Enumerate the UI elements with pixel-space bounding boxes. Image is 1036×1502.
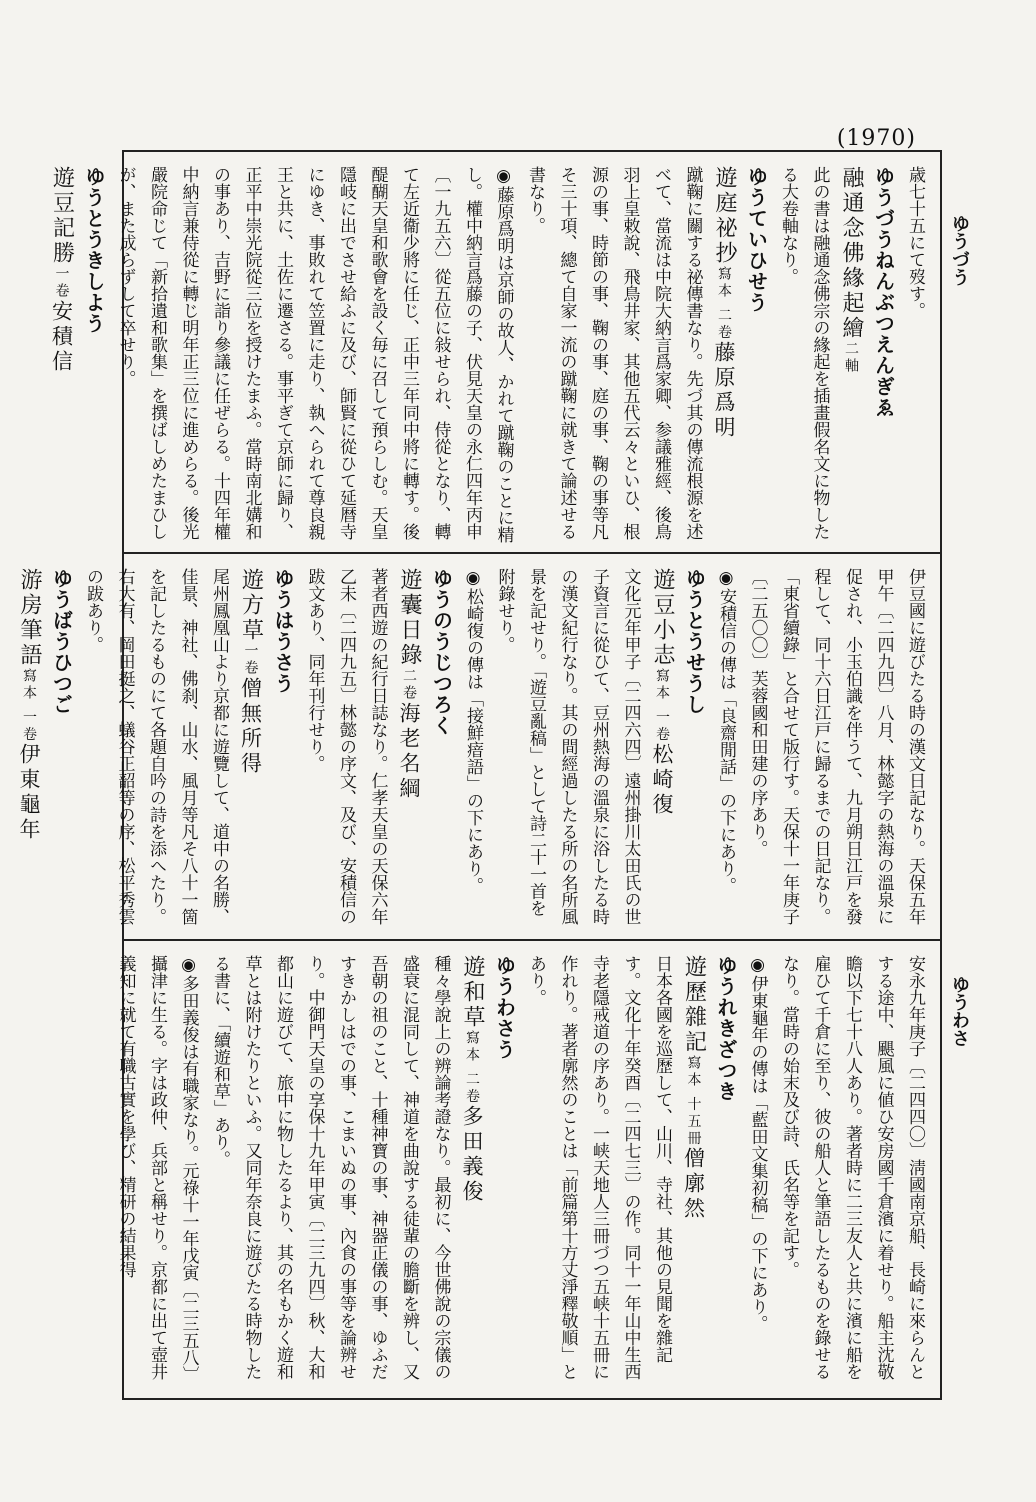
entry-title-line — [708, 166, 741, 546]
entry-volumes: 寫本 十五冊 — [685, 1055, 702, 1148]
entry-title-line — [393, 568, 426, 933]
entry-author: 海老名綱 — [397, 702, 421, 802]
entry-title: 遊歷雜記 — [681, 955, 707, 1055]
middle-column — [17, 568, 930, 933]
entry-volumes: 寫本 一卷 — [21, 668, 37, 744]
entry-body: 種々學說上の辨論考證なり。最初に、今世佛說の宗儀の盛衰に混同して、神道を曲說する徒輩の膽斷を辨し、又吾朝の祖のこと、十種神寶の事、神器正儀の事、ゆふだすきかしはでの事、こまいぬの事、內食の事等を論辨せり。中御門天皇の享保十九年甲寅〔二三九四〕秋、大和都山に遊びて、旅中に物したるより、其の名もかく遊和草とは附けたりといふ。又同年奈良に遊びたる時物したる書に、「續遊和草」あり。 — [210, 955, 451, 1380]
entry-title-line — [234, 568, 267, 933]
entry-body: 日本各國を巡歷して、山川、寺社、其他の見聞を雜記す。文化十年癸酉〔二四七三〕の作。同十一年山中生西寺老隱戒道の序あり。一峡天地人三冊づつ五峡十五冊に作れり。著者廓然のことは「前篇第十方丈淨釋敬順」とあり。 — [526, 955, 672, 1380]
entry-title: 游房筆語 — [17, 568, 42, 668]
entry-body: 安永九年庚子〔二四四〇〕淸國南京船、長崎に來らんとする途中、颶風に値ひ安房國千倉濱に着せり。船主沈敬瞻以下七十八人あり。著者時に二三友人と共に濱に船を雇ひて千倉に至り、彼の船人と筆語したるものを錄せるなり。當時の始末及び詩、氏名等を記す。 — [779, 955, 925, 1380]
entry-author: 藤原爲明 — [712, 341, 736, 442]
entry-reading: ゆうていひせう — [744, 166, 769, 313]
entry-body: 文化元年甲子〔二四六四〕遠州掛川太田氏の世子資言に從ひて、豆州熱海の溫泉に浴したる時の漢文紀行なり。其の間經過したる所の名所風景を記せり。「遊豆亂稿」として詩二十一首を附錄せり。 — [494, 568, 641, 925]
entry-author: 僧無所得 — [238, 677, 263, 777]
entry-reading: ゆうれきざつき — [714, 955, 738, 1102]
entry-body: 著者西遊の紀行日誌なり。仁孝天皇の天保六年乙未〔二四九五〕林懿の序文、及び、安積信の跋文あり、同年刊行せり。 — [304, 568, 388, 925]
entry-title: 遊囊日錄 — [397, 568, 422, 668]
entry-volumes: 寫本 二卷 — [464, 1030, 480, 1106]
entry-title: 遊和草 — [460, 955, 485, 1030]
upper-tier — [49, 152, 940, 552]
side-tab-index: ゆうわさ — [949, 975, 970, 1047]
entry-reading: ゆうづうねんぶつえんぎゑ — [871, 166, 896, 418]
entry-body: ◉伊東龜年の傳は「藍田文集初稿」の下にあり。 — [747, 955, 768, 1332]
entry-title-line — [677, 955, 710, 1392]
entry-volumes: 寫本 一卷 — [654, 668, 670, 744]
entry-volumes: 寫本 二卷 — [716, 266, 732, 342]
entry-author: 僧廓然 — [681, 1147, 706, 1223]
entry-body: 蹴鞠に關する祕傳書なり。先づ其の傳流根源を述べて、當流は中院大納言爲家卿、参議雅經、後鳥羽上皇敕說、飛鳥井家、其他五代云々といひ、根源の事、時節の事、鞠の事、庭の事、鞠の事等凡そ三十項、總て自家一流の蹴鞠に就きて論述せる書なり。 — [525, 166, 703, 540]
entry-title-line — [835, 166, 868, 546]
entry-reading: ゆうのうじつろく — [429, 568, 454, 736]
entry-author: 安積信 — [49, 300, 74, 375]
entry-title: 融通念佛緣起繪 — [839, 166, 864, 341]
entry-reading: ゆうわさう — [492, 955, 517, 1060]
entry-body: 歳七十五にて歿す。 — [905, 166, 925, 319]
upper-column — [49, 166, 930, 546]
entry-author: 伊東龜年 — [17, 743, 41, 844]
entry-title-line — [13, 568, 46, 933]
entry-title: 遊豆記勝 — [49, 166, 75, 266]
entry-reading: ゆうばうひつご — [49, 568, 74, 715]
entry-author: 松崎復 — [650, 743, 674, 819]
entry-title: 遊庭祕抄 — [712, 166, 737, 266]
lower-column — [115, 955, 930, 1392]
entry-body: 此の書は融通念佛宗の緣起を插畫假名文に物したる大卷軸なり。 — [778, 166, 830, 540]
entry-title-line — [456, 955, 489, 1392]
entry-title: 遊方草 — [238, 568, 264, 643]
entry-body: 尾州鳳凰山より京都に遊覽して、道中の名勝、佳景、神社、佛刹、山水、風月等凡そ八十一箇を記したるものにて各題自吟の詩を添へたり。右大有、岡田挺之、蟻谷正韶等の序、松平秀雲の跋あり。 — [83, 568, 229, 925]
entry-title: 遊豆小志 — [650, 568, 675, 668]
entry-title-line — [646, 568, 679, 933]
entry-volumes: 二軸 — [843, 341, 859, 375]
entry-reading: ゆうとうせうし — [682, 568, 707, 715]
entry-body: ◉松崎復の傳は「接鮮瘖語」の下にあり。 — [463, 568, 483, 894]
entry-volumes: 一卷 — [242, 643, 259, 677]
entry-volumes: 一卷 — [53, 266, 70, 300]
page-frame — [17, 150, 942, 1400]
side-tab-index: ゆうづう — [949, 214, 970, 286]
entry-body: 伊豆國に遊びたる時の漢文日記なり。天保五年甲午〔二四九四〕八月、林懿字の熱海の溫泉に促され、小玉伯識を伴うて、九月朔日江戸を發程して、同十六日江戸に歸るまでの日記なり。「東省續錄」と合せて版行す。天保十一年庚子〔二五〇〇〕芙蓉國和田建の序あり。 — [747, 568, 925, 925]
entry-reading: ゆうとうきしよう — [82, 166, 106, 334]
entry-author: 多田義俊 — [460, 1105, 484, 1206]
middle-tier — [17, 554, 940, 939]
entry-body: ◉多田義俊は有職家なり。元祿十一年戊寅〔二三五八〕攝津に生る。字は政仲、兵部と稱せり。京都に出て壺井義知に就て有職古實を學び、精研の結果得 — [115, 955, 199, 1383]
entry-volumes: 二卷 — [401, 668, 417, 702]
entry-body: ◉安積信の傳は「良齋閒話」の下にあり。 — [716, 568, 736, 894]
lower-tier — [115, 941, 940, 1398]
entry-body: ◉藤原爲明は京師の故人、かれて蹴鞠のことに精し。權中納言爲藤の子、伏見天皇の永仁四年丙申〔一九五六〕從五位に敍せられ、侍從となり、轉て左近衞少將に任じ、正中三年同中將に轉す。後醍醐天皇和歌會を設く毎に召して預らしむ。天皇隱岐に出でさせ給ふに及び、師賢に從ひて延暦寺にゆき、事敗れて笠置に走り、執へられて尊良親王と共に、土佐に遷さる。事平ぎて京師に歸り、正平中崇光院從三位を授けたまふ。當時南北媾和の事あり、吉野に詣り參議に任ぜらる。十四年權中納言兼侍從に轉じ明年正三位に進めらる。後光嚴院命じて「新拾遺和歌集」を撰ばしめたまひしが、また成らずして卒せり。 — [115, 166, 514, 543]
page-number: (1970) — [836, 126, 916, 151]
entry-reading: ゆうはうさう — [271, 568, 295, 694]
entry-title-line — [45, 166, 78, 546]
